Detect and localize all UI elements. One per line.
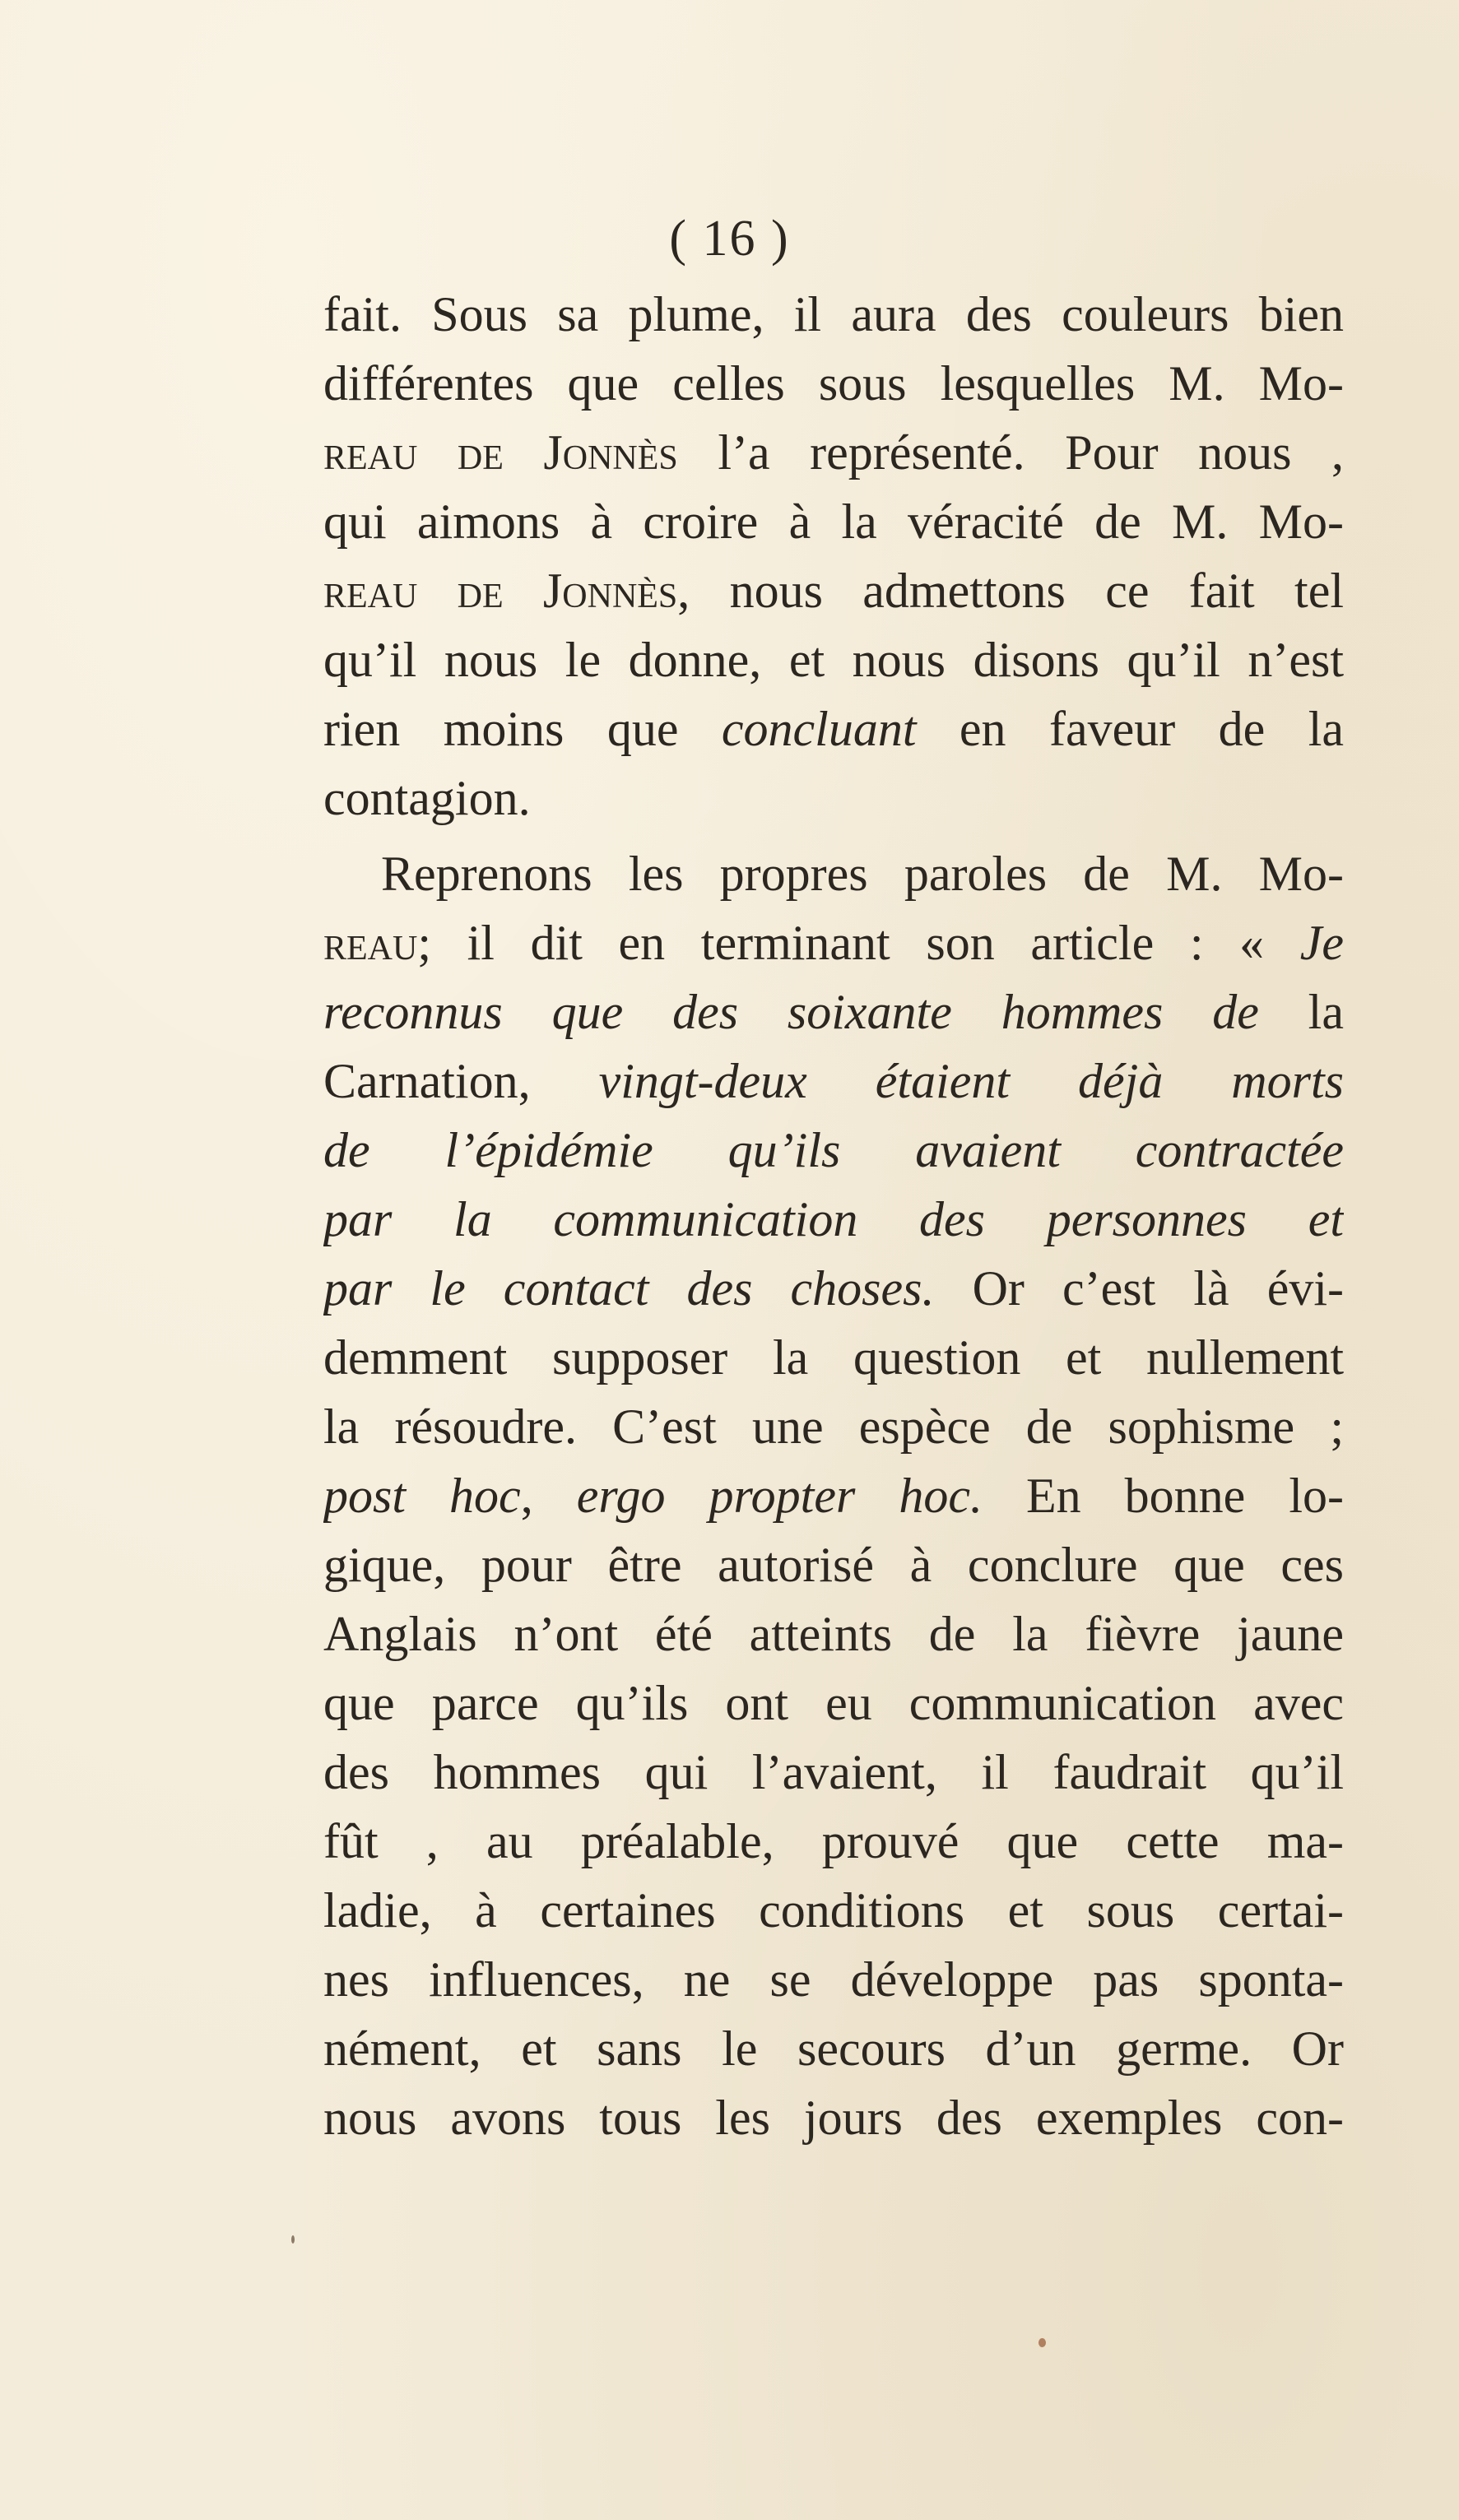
italic-text: vingt-deux étaient déjà morts [598, 1054, 1344, 1108]
body-text [323, 280, 1344, 2152]
text-line [323, 2014, 1344, 2083]
italic-text: reconnus que des soixante hommes de [323, 985, 1259, 1039]
page-number: ( 16 ) [669, 211, 790, 267]
text-run: nes influences, ne se développe pas sponta- [323, 1952, 1344, 2007]
text-run: Or c’est là évi- [934, 1261, 1344, 1316]
small-caps-name: reau de Jonnès [323, 564, 678, 618]
text-run: fût , au préalable, prouvé que cette ma- [323, 1814, 1344, 1868]
text-run: gique, pour être autorisé à conclure que ces [323, 1538, 1344, 1592]
text-run: Anglais n’ont été atteints de la fièvre jaune [323, 1607, 1344, 1661]
text-line [323, 1807, 1344, 1876]
italic-text: post hoc [323, 1469, 521, 1523]
italic-text: ergo propter hoc. [576, 1469, 983, 1523]
text-line [323, 280, 1344, 349]
text-run: nous avons tous les jours des exemples con- [323, 2091, 1344, 2145]
text-line [323, 1116, 1344, 1185]
text-run: qu’il nous le donne, et nous disons qu’il n’est [323, 633, 1344, 687]
text-line [323, 1254, 1344, 1323]
italic-text: de l’épidémie qu’ils avaient contractée [323, 1123, 1344, 1177]
text-run: demment supposer la question et nullement [323, 1330, 1344, 1385]
text-run: contagion. [323, 771, 531, 825]
text-line [323, 2083, 1344, 2152]
text-line [323, 1392, 1344, 1461]
text-line [323, 487, 1344, 556]
text-line [323, 349, 1344, 418]
text-run: que parce qu’ils ont eu communication avec [323, 1676, 1344, 1730]
text-line [323, 763, 1344, 833]
text-run: en faveur de la [916, 702, 1344, 756]
paragraph-gap [323, 833, 1344, 839]
text-line [323, 1738, 1344, 1807]
text-run: la [1258, 985, 1344, 1039]
small-caps-name: reau de Jonnès [323, 425, 678, 480]
text-line [323, 418, 1344, 487]
text-run: différentes que celles sous lesquelles M. Mo- [323, 356, 1344, 411]
italic-text: par le contact des choses. [323, 1261, 935, 1316]
text-line [323, 1876, 1344, 1945]
text-line [323, 1599, 1344, 1668]
text-line [323, 1323, 1344, 1392]
text-line [323, 1530, 1344, 1599]
text-run: , [520, 1469, 577, 1523]
text-line [323, 625, 1344, 694]
text-run: la résoudre. C’est une espèce de sophisme ; [323, 1399, 1344, 1454]
text-run: qui aimons à croire à la véracité de M. Mo- [323, 494, 1344, 549]
text-line [323, 694, 1344, 763]
text-line [323, 556, 1344, 625]
text-run: nément, et sans le secours d’un germe. Or [323, 2021, 1344, 2076]
text-run: Carnation, [323, 1054, 599, 1108]
text-run: des hommes qui l’avaient, il faudrait qu’il [323, 1745, 1344, 1799]
text-line [323, 1185, 1344, 1254]
text-line [323, 908, 1344, 977]
italic-text: concluant [721, 702, 917, 756]
text-line [323, 977, 1344, 1047]
text-run: ; il dit en terminant son article : « [417, 916, 1300, 970]
text-run: l’a représenté. Pour nous , [677, 425, 1344, 480]
paper-spot [1038, 2338, 1046, 2347]
text-line [323, 1945, 1344, 2014]
text-line [323, 1461, 1344, 1530]
text-run: En bonne lo- [982, 1469, 1344, 1523]
text-run: ladie, à certaines conditions et sous certai- [323, 1883, 1344, 1938]
text-line [323, 839, 1344, 908]
italic-text: par la communication des personnes et [323, 1192, 1344, 1246]
text-run: , nous admettons ce fait tel [677, 564, 1344, 618]
text-line [323, 1668, 1344, 1738]
small-caps-name: reau [323, 916, 418, 970]
text-run: fait. Sous sa plume, il aura des couleurs bien [323, 287, 1344, 341]
text-line [323, 1047, 1344, 1116]
text-run: rien moins que [323, 702, 722, 756]
paper-spot [291, 2235, 295, 2244]
italic-text: Je [1299, 916, 1344, 970]
text-run: Reprenons les propres paroles de M. Mo- [381, 847, 1344, 901]
